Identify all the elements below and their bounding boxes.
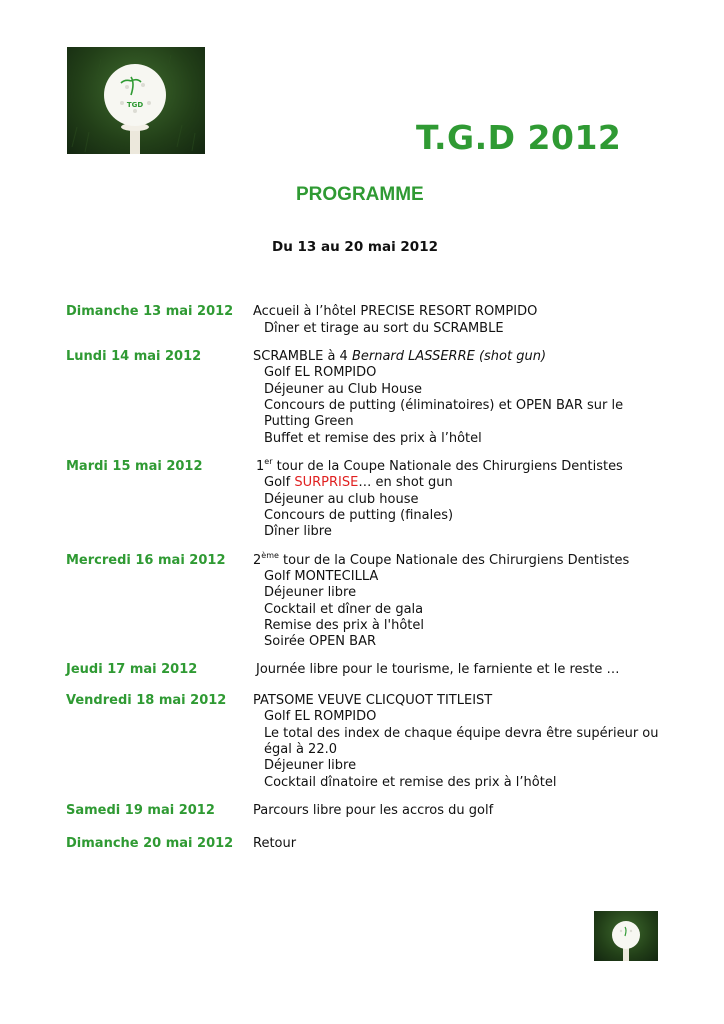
agenda-line: Golf MONTECILLA — [264, 569, 379, 584]
day-label-sunday-13: Dimanche 13 mai 2012 — [66, 304, 234, 319]
logo-image — [67, 47, 205, 154]
agenda-line: Golf EL ROMPIDO — [264, 709, 377, 724]
agenda-line: Parcours libre pour les accros du golf — [253, 803, 494, 818]
agenda-line: Déjeuner au club house — [264, 492, 419, 507]
agenda-line: Retour — [253, 836, 297, 851]
agenda-line: Cocktail et dîner de gala — [264, 602, 424, 617]
page-title: T.G.D 2012 — [416, 118, 622, 157]
agenda-line: Concours de putting (éliminatoires) et OPEN BAR sur le — [264, 398, 624, 413]
agenda-line: Accueil à l’hôtel PRECISE RESORT ROMPIDO — [253, 304, 538, 319]
agenda-line: Buffet et remise des prix à l’hôtel — [264, 431, 482, 446]
day-label-sunday-20: Dimanche 20 mai 2012 — [66, 836, 234, 851]
agenda-line: Putting Green — [264, 414, 354, 429]
agenda-line: Golf EL ROMPIDO — [264, 365, 377, 380]
day-label-monday-14: Lundi 14 mai 2012 — [66, 349, 202, 364]
agenda-italic-text: Bernard LASSERRE (shot gun) — [351, 349, 547, 364]
agenda-line: Le total des index de chaque équipe devra être supérieur ou — [264, 726, 659, 741]
programme-heading: PROGRAMME — [296, 184, 424, 205]
agenda-line: Déjeuner libre — [264, 758, 357, 773]
agenda-line: Cocktail dînatoire et remise des prix à l’hôtel — [264, 775, 557, 790]
agenda-line: Déjeuner au Club House — [264, 382, 422, 397]
agenda-text: Golf — [264, 475, 295, 490]
agenda-text: 2 — [253, 553, 262, 568]
agenda-text: … en shot gun — [358, 475, 453, 490]
agenda-text: tour de la Coupe Nationale des Chirurgiens Dentistes — [272, 459, 623, 474]
agenda-line — [253, 553, 629, 568]
agenda-text: SCRAMBLE à 4 — [253, 349, 352, 364]
golf-ball-on-tee-icon — [594, 911, 658, 961]
highlight-text: SURPRISE — [294, 475, 359, 490]
agenda-line — [264, 475, 453, 490]
agenda-text: 1 — [256, 459, 265, 474]
date-range: Du 13 au 20 mai 2012 — [272, 239, 438, 255]
golf-ball-on-tee-icon — [67, 47, 205, 154]
agenda-line: égal à 22.0 — [264, 742, 338, 757]
agenda-line — [256, 459, 623, 474]
agenda-text: tour de la Coupe Nationale des Chirurgiens Dentistes — [278, 553, 630, 568]
agenda-line: Journée libre pour le tourisme, le farniente et le reste … — [256, 662, 620, 677]
day-label-saturday-19: Samedi 19 mai 2012 — [66, 803, 215, 818]
day-label-tuesday-15: Mardi 15 mai 2012 — [66, 459, 203, 474]
agenda-line: Concours de putting (finales) — [264, 508, 454, 523]
ordinal-suffix: er — [264, 457, 273, 466]
ordinal-suffix: ème — [261, 551, 279, 560]
agenda-line: Remise des prix à l'hôtel — [264, 618, 424, 633]
agenda-line: Déjeuner libre — [264, 585, 357, 600]
day-label-wednesday-16: Mercredi 16 mai 2012 — [66, 553, 226, 568]
agenda-line: Soirée OPEN BAR — [264, 634, 376, 649]
day-label-friday-18: Vendredi 18 mai 2012 — [66, 693, 227, 708]
agenda-line: Dîner et tirage au sort du SCRAMBLE — [264, 321, 504, 336]
logo-image-small — [594, 911, 658, 961]
agenda-line: Dîner libre — [264, 524, 332, 539]
agenda-line: PATSOME VEUVE CLICQUOT TITLEIST — [253, 693, 493, 708]
svg-text:TGD: TGD — [126, 101, 144, 109]
agenda-line — [253, 349, 546, 364]
day-label-thursday-17: Jeudi 17 mai 2012 — [66, 662, 198, 677]
